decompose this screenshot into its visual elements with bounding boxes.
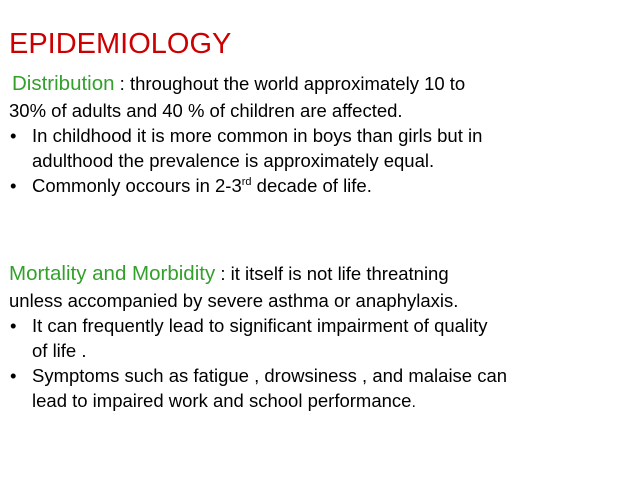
ordinal-superscript: rd — [241, 176, 252, 188]
mortality-intro-text: : it itself is not life threatning — [215, 263, 449, 284]
list-item-text: lead to impaired work and school performance — [32, 390, 412, 411]
bullet-icon: • — [10, 125, 17, 146]
mortality-section — [9, 260, 629, 413]
list-item-line: It can frequently lead to significant impairment of quality — [32, 315, 488, 336]
list-item — [9, 363, 629, 413]
list-item-line — [32, 173, 629, 198]
slide-title: EPIDEMIOLOGY — [9, 28, 232, 60]
list-item — [9, 123, 629, 173]
bullet-icon: • — [10, 175, 17, 196]
mortality-intro-line — [9, 260, 629, 288]
distribution-heading: Distribution — [12, 72, 115, 95]
list-item — [9, 313, 629, 363]
list-item-line: Symptoms such as fatigue , drowsiness , and malaise can — [32, 365, 508, 386]
bullet-icon: • — [10, 365, 17, 386]
mortality-intro-continuation: unless accompanied by severe asthma or anaphylaxis. — [9, 290, 459, 311]
list-item — [9, 173, 629, 198]
distribution-section — [9, 70, 629, 198]
list-item-line: of life . — [32, 340, 87, 361]
list-item-line: In childhood it is more common in boys than girls but in — [32, 125, 483, 146]
mortality-heading: Mortality and Morbidity — [9, 262, 216, 285]
bullet-icon: • — [10, 315, 17, 336]
list-item-period: . — [411, 394, 416, 411]
list-item-text: Commonly occours in 2-3 — [32, 175, 242, 196]
list-item-line — [32, 388, 629, 413]
list-item-line: adulthood the prevalence is approximately equal. — [32, 150, 435, 171]
distribution-intro-continuation: 30% of adults and 40 % of children are affected. — [9, 100, 403, 121]
distribution-intro-line — [9, 70, 629, 98]
distribution-intro-text: : throughout the world approximately 10 to — [114, 73, 466, 94]
list-item-text: decade of life. — [251, 175, 372, 196]
